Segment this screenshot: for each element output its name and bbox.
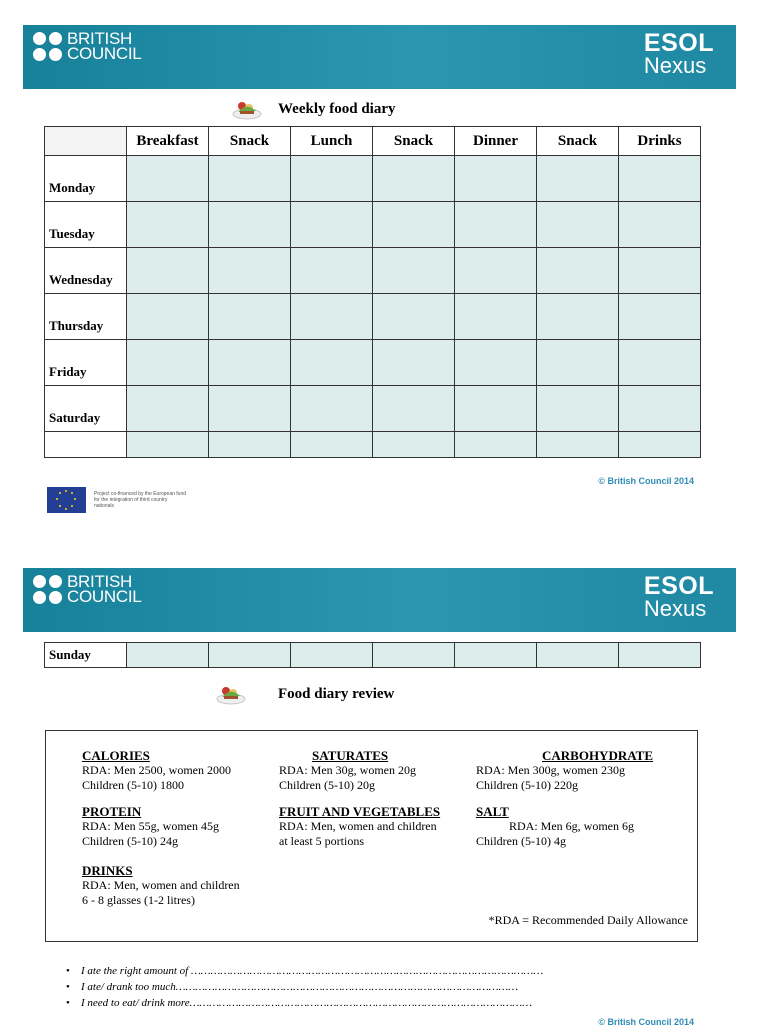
calories-line-1: RDA: Men 2500, women 2000 (82, 763, 231, 777)
saturates-line-1: RDA: Men 30g, women 20g (279, 763, 416, 777)
eu-funding-text: Project co-financed by the European fund for the integration of third country nationals (94, 491, 187, 509)
day-label: Sunday (45, 643, 127, 668)
esol-nexus-logo (644, 31, 714, 77)
drinks-line-2: 6 - 8 glasses (1-2 litres) (82, 893, 195, 907)
brand-line-1: ESOL (643, 572, 714, 600)
british-council-logo (33, 574, 141, 604)
diary-cell[interactable] (209, 156, 291, 202)
weekly-diary-table (44, 126, 701, 458)
diary-cell[interactable] (127, 643, 209, 668)
diary-cell[interactable] (455, 643, 537, 668)
diary-cell[interactable] (455, 386, 537, 432)
header-banner (23, 568, 736, 632)
brand-line-1: ESOL (643, 29, 714, 57)
esol-nexus-logo (644, 574, 714, 620)
table-row (45, 248, 701, 294)
diary-cell[interactable] (537, 432, 619, 458)
diary-cell[interactable] (455, 432, 537, 458)
protein-block (82, 804, 219, 849)
diary-cell[interactable] (537, 294, 619, 340)
diary-cell[interactable] (127, 294, 209, 340)
logo-line-1: BRITISH (67, 29, 132, 48)
diary-cell[interactable] (291, 643, 373, 668)
review-title-row (216, 682, 394, 706)
diary-cell[interactable] (291, 202, 373, 248)
diary-cell[interactable] (619, 643, 701, 668)
diary-cell[interactable] (619, 340, 701, 386)
saturates-heading: SATURATES (312, 748, 389, 763)
calories-block (82, 748, 231, 793)
diary-cell[interactable] (373, 432, 455, 458)
eu-funding-block (47, 487, 186, 513)
logo-line-2: COUNCIL (67, 44, 142, 63)
diary-cell[interactable] (619, 294, 701, 340)
diary-cell[interactable] (455, 340, 537, 386)
table-row (45, 202, 701, 248)
diary-cell[interactable] (291, 156, 373, 202)
diary-cell[interactable] (455, 156, 537, 202)
diary-cell[interactable] (373, 386, 455, 432)
copyright-text: © British Council 2014 (598, 476, 694, 486)
diary-cell[interactable] (209, 386, 291, 432)
column-header: Lunch (291, 127, 373, 156)
saturates-block (279, 748, 416, 793)
diary-cell[interactable] (373, 340, 455, 386)
salt-line-1: RDA: Men 6g, women 6g (509, 819, 634, 833)
carbohydrate-block (476, 748, 653, 793)
diary-cell[interactable] (209, 432, 291, 458)
table-header-row (45, 127, 701, 156)
salt-line-2: Children (5-10) 4g (476, 834, 566, 848)
diary-cell[interactable] (291, 432, 373, 458)
logo-dots-icon (33, 575, 62, 604)
sunday-table (44, 642, 701, 668)
diary-cell[interactable] (209, 248, 291, 294)
diary-cell[interactable] (373, 156, 455, 202)
diary-cell[interactable] (209, 643, 291, 668)
day-label: Tuesday (45, 202, 127, 248)
fruit-line-1: RDA: Men, women and children (279, 819, 437, 833)
list-item[interactable]: • I need to eat/ drink more…………………………………………………………………………………………… (66, 995, 543, 1011)
diary-cell[interactable] (127, 432, 209, 458)
diary-cell[interactable] (291, 294, 373, 340)
column-header: Snack (537, 127, 619, 156)
fruit-block (279, 804, 440, 849)
diary-cell[interactable] (619, 248, 701, 294)
logo-line-2: COUNCIL (67, 587, 142, 606)
page-title: Weekly food diary (278, 100, 396, 117)
logo-dots-icon (33, 32, 62, 61)
diary-cell[interactable] (127, 340, 209, 386)
day-label: Thursday (45, 294, 127, 340)
column-header: Snack (209, 127, 291, 156)
brand-line-2: Nexus (643, 596, 707, 621)
diary-cell[interactable] (291, 340, 373, 386)
diary-cell[interactable] (537, 386, 619, 432)
diary-cell[interactable] (537, 156, 619, 202)
diary-cell[interactable] (373, 643, 455, 668)
day-label: Friday (45, 340, 127, 386)
list-item[interactable]: • I ate/ drank too much…………………………………………………………………………………………… (66, 979, 543, 995)
copyright-text: © British Council 2014 (598, 1017, 694, 1027)
salt-block (476, 804, 634, 849)
header-banner (23, 25, 736, 89)
day-label: Monday (45, 156, 127, 202)
protein-line-1: RDA: Men 55g, women 45g (82, 819, 219, 833)
eu-flag-icon (47, 487, 86, 513)
rda-note: *RDA = Recommended Daily Allowance (488, 913, 688, 927)
diary-cell[interactable] (619, 386, 701, 432)
food-plate-icon (216, 682, 246, 706)
reflection-list (66, 963, 543, 1011)
diary-cell[interactable] (455, 202, 537, 248)
fruit-heading: FRUIT AND VEGETABLES (279, 804, 441, 819)
carbohydrate-line-1: RDA: Men 300g, women 230g (476, 763, 625, 777)
diary-cell[interactable] (127, 248, 209, 294)
column-header: Drinks (619, 127, 701, 156)
drinks-block (82, 863, 240, 908)
column-header: Snack (373, 127, 455, 156)
section-title: Food diary review (278, 685, 395, 702)
diary-cell[interactable] (537, 643, 619, 668)
diary-cell[interactable] (373, 294, 455, 340)
table-row (45, 156, 701, 202)
table-row (45, 432, 701, 458)
diary-cell[interactable] (127, 156, 209, 202)
diary-cell[interactable] (209, 340, 291, 386)
diary-cell[interactable] (373, 248, 455, 294)
diary-cell[interactable] (127, 202, 209, 248)
brand-line-2: Nexus (643, 53, 707, 78)
diary-cell[interactable] (127, 386, 209, 432)
column-header: Dinner (455, 127, 537, 156)
table-row (45, 386, 701, 432)
diary-cell[interactable] (373, 202, 455, 248)
diary-cell[interactable] (455, 294, 537, 340)
carbohydrate-heading: CARBOHYDRATE (542, 748, 653, 763)
carbohydrate-line-2: Children (5-10) 220g (476, 778, 578, 792)
table-row (45, 340, 701, 386)
drinks-heading: DRINKS (82, 863, 133, 878)
food-plate-icon (232, 97, 262, 121)
logo-line-1: BRITISH (67, 572, 132, 591)
day-label: Wednesday (45, 248, 127, 294)
day-label (45, 432, 127, 458)
column-header (45, 127, 127, 156)
day-label: Saturday (45, 386, 127, 432)
diary-title-row (232, 97, 396, 121)
diary-cell[interactable] (619, 432, 701, 458)
column-header: Breakfast (127, 127, 209, 156)
table-row (45, 294, 701, 340)
review-box (45, 730, 698, 942)
salt-heading: SALT (476, 804, 509, 819)
drinks-line-1: RDA: Men, women and children (82, 878, 240, 892)
protein-heading: PROTEIN (82, 804, 142, 819)
calories-line-2: Children (5-10) 1800 (82, 778, 184, 792)
protein-line-2: Children (5-10) 24g (82, 834, 178, 848)
diary-cell[interactable] (537, 340, 619, 386)
diary-cell[interactable] (537, 248, 619, 294)
fruit-line-2: at least 5 portions (279, 834, 364, 848)
table-row (45, 643, 701, 668)
saturates-line-2: Children (5-10) 20g (279, 778, 375, 792)
diary-cell[interactable] (619, 202, 701, 248)
british-council-logo (33, 31, 141, 61)
list-item[interactable]: • I ate the right amount of ……………………………………………………………………………………………… (66, 963, 543, 979)
diary-cell[interactable] (209, 202, 291, 248)
calories-heading: CALORIES (82, 748, 150, 763)
diary-cell[interactable] (209, 294, 291, 340)
diary-cell[interactable] (537, 202, 619, 248)
diary-cell[interactable] (455, 248, 537, 294)
diary-cell[interactable] (291, 248, 373, 294)
diary-cell[interactable] (619, 156, 701, 202)
diary-cell[interactable] (291, 386, 373, 432)
